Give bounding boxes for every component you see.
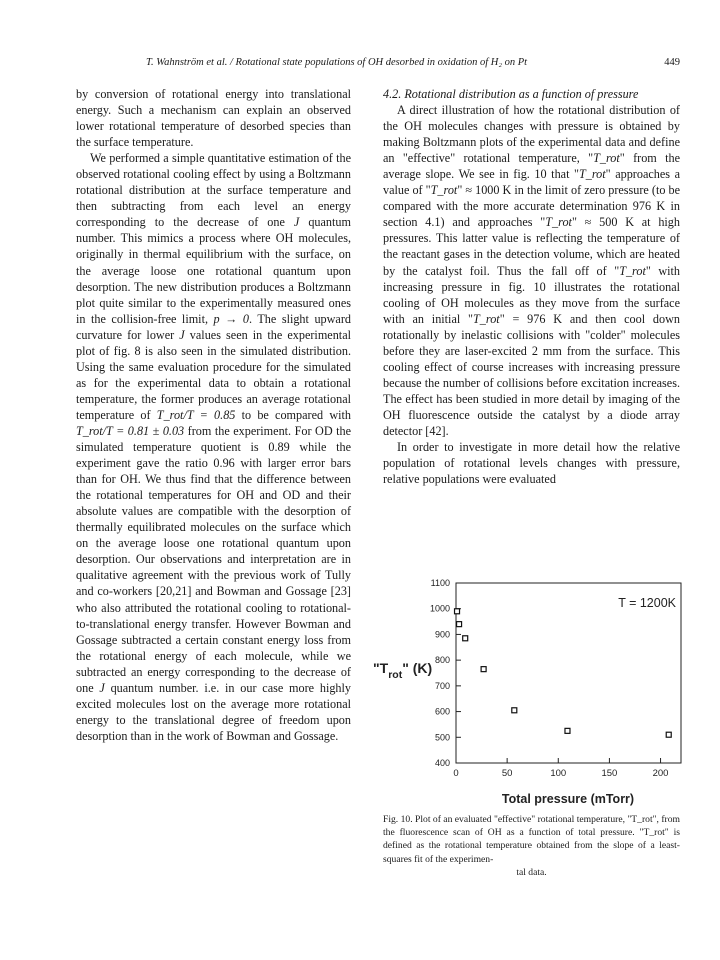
math-J: J: [179, 327, 185, 342]
x-tick-label: 0: [453, 768, 459, 779]
figure-10: [363, 570, 693, 810]
section-title: 4.2. Rotational distribution as a function of pressure: [383, 87, 639, 101]
data-point: [565, 728, 570, 733]
x-axis-label: Total pressure (mTorr): [501, 792, 635, 806]
caption-text-end: tal data.: [516, 866, 547, 878]
running-title: T. Wahnström et al. / Rotational state populations of OH desorbed in oxidation of H₂ on Pt: [146, 57, 528, 68]
plot-frame: [456, 583, 681, 763]
x-tick-label: 200: [652, 768, 669, 779]
x-axis: [453, 758, 668, 779]
page-header: [94, 57, 680, 73]
x-tick-label: 100: [550, 768, 567, 779]
y-tick-label: 1000: [429, 603, 450, 614]
math-trot: T_rot: [430, 183, 458, 198]
paragraph: In order to investigate in more detail how the relative population of rotational levels changes with pressure, relative populations were evaluated: [383, 440, 680, 487]
data-point: [481, 667, 486, 672]
temperature-annotation: T = 1200K: [618, 596, 676, 610]
y-tick-label: 400: [434, 758, 450, 768]
data-point: [463, 636, 468, 641]
y-tick-label: 1100: [430, 578, 450, 588]
y-tick-label: 600: [434, 706, 450, 717]
y-tick-label: 900: [434, 629, 450, 640]
paragraph: A direct illustration of how the rotational distribution of the OH molecules changes with pressure is obtained by making Boltzmann plots of the experimental data and define an "effective" rotational temperature, "T_rot" from the average slope. We see in fig. 10 that "T_rot" approaches a value of "T_rot" ≈ 1000 K in the limit of zero pressure (to be compared with the more accurate determination 976 K in section 4.1) and approaches "T_rot" ≈ 500 K at high pressures. This latter value is reflecting the temperature of the reactant gases in the detection volume, which are heated by the catalyst foil. Thus the fall off of "T_rot" with increasing pressure in fig. 10 illustrates the rotational cooling of OH molecules as they move from the surface with an initial "T_rot" = 976 K and then cool down rotationally by inelastic collisions with "colder" molecules before they are laser-excited 2 mm from the surface. This cooling effect of course increases with increasing pressure because the number of collisions before excitation increases. The effect has been studied in more detail by imaging of the OH fluorescence outside the catalyst by a diode array detector [42].: [383, 103, 680, 438]
pressure-chart: [363, 570, 693, 810]
paragraph: by conversion of rotational energy into translational energy. Such a mechanism can explain an observed lower rotational temperature of desorbed species than the surface temperature.: [76, 87, 351, 150]
x-tick-label: 50: [501, 768, 513, 779]
y-axis-label: "$T_{rot}$" (K): [373, 660, 433, 681]
math-trot: T_rot: [619, 263, 646, 278]
math-ratio: T_rot/T = 0.85: [156, 407, 236, 422]
x-tick-label: 150: [601, 768, 618, 779]
data-point: [455, 609, 460, 614]
page-number: 449: [664, 57, 680, 68]
math-J: J: [293, 215, 300, 230]
math-p-limit: p → 0: [213, 311, 249, 326]
right-column: [383, 86, 680, 487]
paragraph: We performed a simple quantitative estimation of the observed rotational cooling effect by using a Boltzmann rotational distribution at the surface temperature and then subtracting from each level an energy corresponding to the decrease of one J quantum number. This mimics a process where OH molecules, originally in thermal equilibrium with the surface, on the average loose one rotational quantum upon desorption. The new distribution produces a Boltzmann plot quite similar to the experimentally measured ones in the collision-free limit, p → 0. The slight upward curvature for lower J values seen in the experimental plot of fig. 8 is also seen in the simulated distribution. Using the same evaluation procedure for the simulated as for the experimental data to obtain a rotational temperature, the former produces an average rotational temperature of T_rot/T = 0.85 to be compared with T_rot/T = 0.81 ± 0.03 from the experiment. For OD the simulated temperature quotient is 0.89 while the experiment gave the ratio 0.96 with larger error bars than for OH. We thus find that the difference between the rotational temperatures for OH and OD and their absolute values are compatible with the desorption of thermally equilibrated molecules on the surface which on the average loose one rotational quantum upon desorption. Our observations and interpretation are in qualitative agreement with the previous work of Tully and co-workers [20,21] and Bowman and Gossage [23] who also attributed the rotational cooling to rotational-to-translational energy transfer. However Bowman and Gossage subtracted a certain constant energy loss from the rotational energy of each molecule, while we subtracted an energy corresponding to the decrease of one J quantum number. i.e. in our case more highly excited molecules lost on the average more rotational energy to the translational degree of freedom upon desorption than in the work of Bowman and Gossage.: [76, 151, 352, 743]
data-point: [666, 732, 671, 737]
data-point: [512, 708, 517, 713]
caption-text: Fig. 10. Plot of an evaluated "effective" rotational temperature, "T_rot", from the fluorescence scan of OH as a function of total pressure. "T_rot" is defined as the rotational temperature obtained from the slope of a least-squares fit of the experimen-: [383, 814, 680, 865]
math-J: J: [99, 680, 105, 695]
data-points: [455, 609, 672, 737]
y-tick-label: 700: [434, 680, 450, 691]
math-trot: T_rot: [473, 311, 500, 326]
math-trot: T_rot: [593, 151, 620, 166]
y-tick-label: 500: [434, 732, 450, 743]
figure-caption: [383, 813, 680, 879]
math-trot: T_rot: [579, 167, 606, 182]
y-tick-label: 800: [434, 655, 450, 666]
left-column: [76, 86, 351, 744]
math-ratio: T_rot/T = 0.81 ± 0.03: [76, 423, 185, 438]
math-trot: T_rot: [545, 215, 572, 230]
data-point: [457, 622, 462, 627]
